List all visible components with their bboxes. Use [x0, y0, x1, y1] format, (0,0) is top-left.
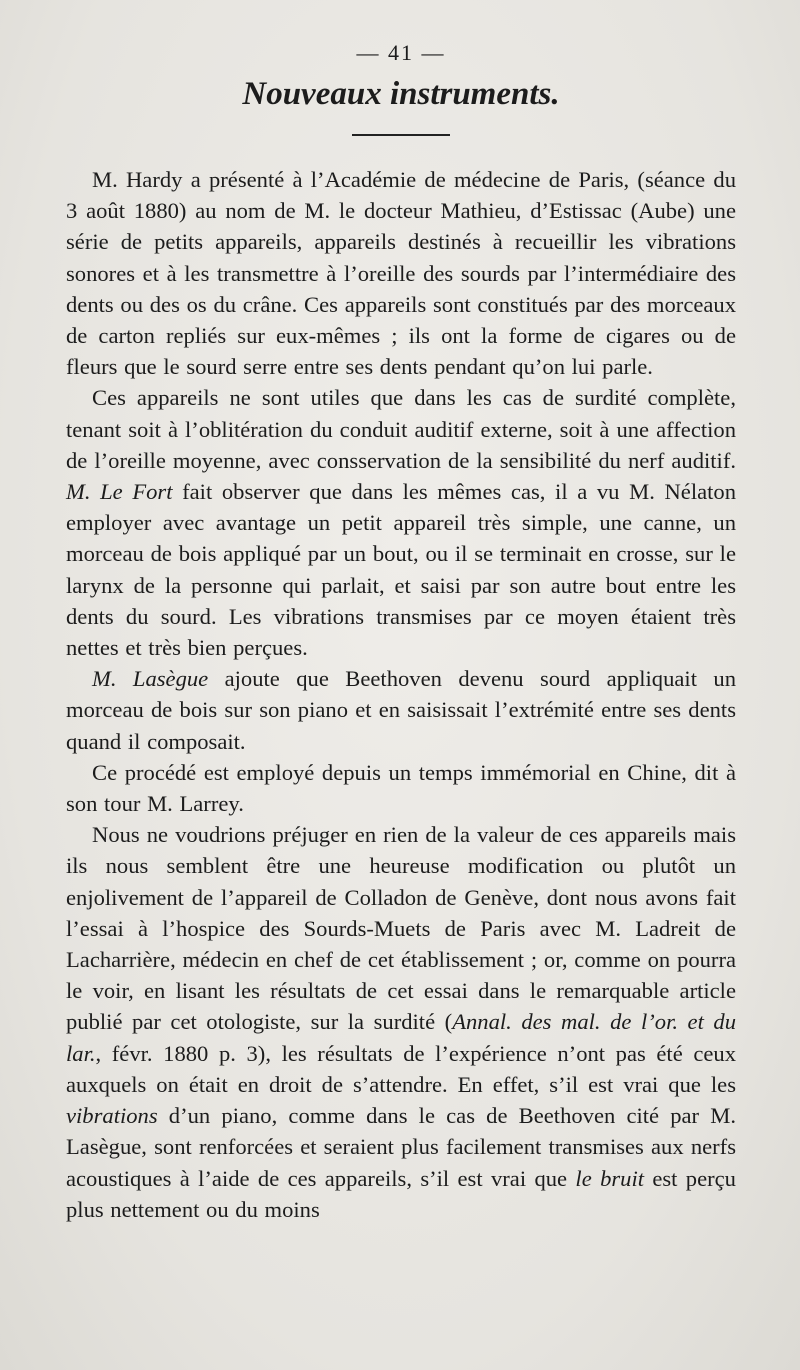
- paragraph: [66, 757, 736, 819]
- title-divider: [352, 134, 450, 136]
- paragraph: [66, 663, 736, 757]
- body-text: [66, 164, 736, 1225]
- text-run: ajoute que Beethoven devenu sourd appliquait un morceau de bois sur son piano et en saisissait l’extrémité entre ses dents quand il composait.: [66, 666, 736, 754]
- text-run: fait observer que dans les mêmes cas, il a vu M. Nélaton employer avec avantage un petit appareil très simple, une canne, un morceau de bois appliqué par un bout, ou il se terminait en crosse, sur le larynx de la personne qui parlait, et saisi par son autre bout entre les dents du sourd. Les vibrations transmises par ce moyen étaient très nettes et très bien perçues.: [66, 479, 736, 661]
- page-number: — 41 —: [356, 40, 446, 65]
- italic-text: M. Le Fort: [66, 479, 173, 505]
- page-title: Nouveaux instruments.: [242, 76, 560, 112]
- text-run: , févr. 1880 p. 3), les résultats de l’expérience n’ont pas été ceux auxquels on était en droit de s’attendre. En effet, s’il est vrai que les: [66, 1040, 736, 1097]
- text-run: Ce procédé est employé depuis un temps immémorial en Chine, dit à son tour M. Larrey.: [66, 759, 736, 817]
- text-run: d’un piano, comme dans le cas de Beethoven cité par M. Lasègue, sont renforcées et seraient plus facilement transmises aux nerfs acoustiques à l’aide de ces appareils, s’il est vrai que: [66, 1103, 736, 1191]
- paragraph: [66, 382, 736, 663]
- text-run: est perçu plus nettement ou du moins: [66, 1165, 736, 1222]
- italic-text: le bruit: [575, 1165, 645, 1191]
- paragraph: [66, 819, 736, 1225]
- text-run: Nous ne voudrions préjuger en rien de la valeur de ces appareils mais ils nous semblent être une heureuse modification ou plutôt un enjolivement de l’appareil de Colladon de Genève, dont nous avons fait l’essai à l’hospice des Sourds-Muets de Paris avec M. Ladreit de Lacharrière, médecin en chef de cet établissement ; or, comme on pourra le voir, en lisant les résultats de cet essai dans le remarquable article publié par cet otologiste, sur la surdité (: [66, 822, 736, 1035]
- italic-text: Annal. des mal. de l’or. et du lar.: [66, 1009, 736, 1066]
- italic-text: M. Lasègue: [92, 666, 209, 692]
- italic-text: vibrations: [66, 1103, 158, 1129]
- paragraph: [66, 164, 736, 382]
- text-run: Ces appareils ne sont utiles que dans les cas de surdité complète, tenant soit à l’oblitération du conduit auditif externe, soit à une affection de l’oreille moyenne, avec consservation de la sensibilité du nerf auditif.: [66, 385, 736, 473]
- text-run: M. Hardy a présenté à l’Académie de médecine de Paris, (séance du 3 août 1880) au nom de M. le docteur Mathieu, d’Estissac (Aube) une série de petits appareils, appareils destinés à recueillir les vibrations sonores et à les transmettre à l’oreille des sourds par l’intermédiaire des dents ou des os du crâne. Ces appareils sont constitués par des morceaux de carton repliés sur eux-mêmes ; ils ont la forme de cigares ou de fleurs que le sourd serre entre ses dents pendant qu’on lui parle.: [66, 167, 736, 380]
